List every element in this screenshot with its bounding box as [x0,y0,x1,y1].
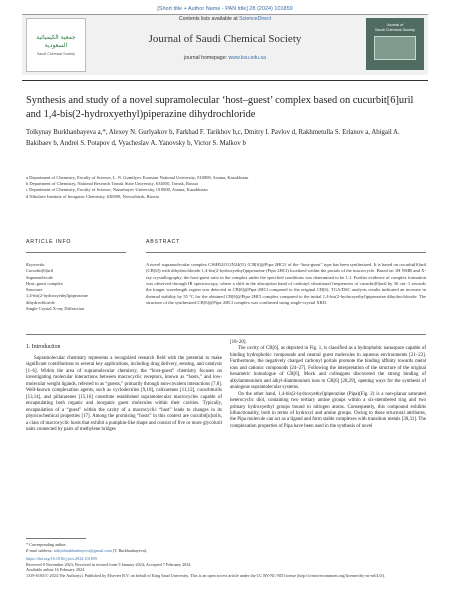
email-label: E-mail address: [26,547,54,553]
logo-english: Saudi Chemical Society [37,51,75,56]
corresponding-note: * Corresponding author. [26,542,67,547]
keywords-label: Keywords: [26,262,46,267]
journal-name: Journal of Saudi Chemical Society [148,33,302,45]
header-rule [22,80,428,81]
intro-left-column: Supramolecular chemistry represents a recognized research field with the potential to make significant contributions to several key applications, including drug delivery, sensing, and catalysis [1–6]. Within the area of supramolecular chemistry, the “host-guest” chemistry focuses on investigating molecular interactions between macrocyclic receptors, known as “hosts,” and low-molecular weight ligands, referred to as “guests,” primarily through non-covalent interactions [7,8]. Well-known complexation agents, such as cyclodextrins [9,10], calixarenes [11,12], cucurbiturils [13,14], and pillararenes [15,16] constitute established supramolecular macrocycles capable of encapsulating both organic and inorganic guest molecules within their cavities. Typically, encapsulation of a “guest” within the cavity of a macrocyclic “host” leads to changes in its physicochemical properties [17]. Among the promising “hosts” in this context are cucurbit[n]urils, a class of macrocyclic hosts that exhibit a pumpkin-like shape and consist of five or more glycoluril units connected by pairs of methylene bridges [26,356,222,432]
cover-art [374,36,416,60]
affiliation-a: a Department of Chemistry, Faculty of Science, L. N. Gumilyov Eurasian National University, 010008, Astana, Kazakhstan [26,175,249,180]
keyword-item: dihydrochloride [26,299,55,305]
logo-arabic-line2: السعودية [44,41,68,49]
introduction-heading: 1. Introduction [26,344,61,350]
keyword-item: Supramolecule [26,274,53,280]
footnote-rule [26,538,86,539]
keyword-item: Structure [26,287,43,293]
logo-arabic-line1: جمعية الكيميائية [36,34,76,42]
keyword-item: 1,4-bis(2-hydroxyethyl)piperazine [26,293,88,299]
email-link[interactable]: tolkynburkhanbayeva@gmail.com [53,547,112,553]
contents-prefix: Contents lists available at [178,16,240,22]
doi-link[interactable]: https://doi.org/10.1016/j.jscs.2024.101859 [26,556,97,562]
footnotes [26,542,426,579]
affiliation-b: b Department of Chemistry, National Research Tomsk State University, 634050, Tomsk, Russia [26,181,198,187]
intro-right-para2: On the other hand, 1,4-bis(2-hydroxyethyl)piperazine (Pipa)(Fig. 2) is a non-planar saturated heterocyclic diol, containing two tertiary amine groups within a six-membered ring and two primary hydroxyethyl groups bound to nitrogen atoms. Consequently, this compound exhibits bifunctionality, both in terms of hydroxyl and amine groups. Owing to these structural attributes, the Pipa molecule can act as a ligand and form stable complexes with transition metals [30,31]. The complexation properties of Pipa have been used in the synthesis of novel [230,391,426,429]
abstract-text: A novel supramolecular complex C36H52O12N24(O) {CB[6]@Pipa·2HCl} of the “host-guest” type has been synthesized. It is based on cucurbit[6]uril (CB[6]) with dihydrochloride 1,4-bis(2-hydroxyethyl)piperazine (Pipa·2HCl) localized within the portals of the macrocycle. Based on 1H NMR and X-ray crystallography, the host-guest ratio in the complex under the specified conditions was determined to be 1:1. Further evidence of complex formation was observed through IR spectroscopy, where a shift in the absorption band of carbonyl vibrational frequencies of cucurbit[6]uril by 36 cm−1 towards the longer wavelength region was detected in CB[6]@Pipa·2HCl compared to the original CB[6]. TGA/DSC analysis results indicated an increase in thermal stability by 55 °C for the obtained CB[6]@Pipa·2HCl complex compared to the initial 1,4-bis(2-hydroxyethyl)piperazine dihydrochloride. The structure of the synthesized CB[6]@Pipa·2HCl complex was confirmed using single-crystal XRD. [146,262,426,306]
homepage-link[interactable]: www.ksu.edu.sa [228,55,266,61]
abstract-bottom-rule [26,334,426,335]
homepage-prefix: journal homepage: [184,55,229,61]
article-info-heading: ARTICLE INFO [26,239,72,245]
affiliation-d: d Nikolaev Institute of Inorganic Chemistry, 630090, Novosibirsk, Russia [26,193,159,199]
abstract-divider [146,252,426,253]
contents-line [90,16,360,22]
affiliation-c: c Department of Chemistry, Faculty of Science, Nazarbayev University, 010000, Astana, Kazakhstan [26,187,208,193]
citation-line[interactable]: [Short title + Author Name - PAN title] 28 (2024) 101859 [157,6,293,12]
email-suffix: (T. Burkhanbayeva). [111,547,148,553]
keyword-item: Cucurbit[6]uril [26,268,54,274]
keywords-block [26,262,122,312]
article-title: Synthesis and study of a novel supramolecular ‘host–guest’ complex based on cucurbit[6]uril and 1,4-bis(2-hydroxyethyl)piperazine dihydrochloride [26,95,414,120]
sciencedirect-link[interactable]: ScienceDirect [239,16,272,22]
homepage-line [90,55,360,61]
intro-right-column [230,340,426,430]
online-date: Available online 16 February 2024 [26,567,85,573]
journal-cover-image [366,18,424,70]
intro-right-para0: [18–20]. [230,340,247,345]
society-logo [26,18,86,72]
intro-right-para1: The cavity of CB[6], as depicted in Fig. 1, is classified as a hydrophobic nanospace capable of binding hydrophobic compounds and neutral guest molecules in aqueous environments [21–23]. Furthermore, the negatively charged carbonyl portals promote the binding affinity towards metal ions and cationic compounds [24–27]. Following the interpretation of the structure of the original hexameric homologue of CB[6], Mock and colleagues discovered the strong binding of alkylammonium and alkyl-diammonium ions to CB[6] [28,29], opening ways for the synthesis of analogous supramolecular systems. [230,346,426,391]
keyword-item: Host–guest complex [26,280,63,286]
abstract-heading: ABSTRACT [146,239,181,245]
cover-title-line2: Saudi Chemical Society [374,27,416,32]
cover-title-line1: Journal of [386,23,404,27]
keyword-item: Single Crystal X-ray Diffraction [26,306,85,312]
info-divider [26,252,126,253]
author-list: Tolkynay Burkhanbayeva a,*, Alexey N. Gurlyakov b, Farkhad F. Tarikhov b,c, Dmitry I. Pavlov d, Rakhmetulla S. Erlanov a, Abigail A. Bakibaev b, Andrei S. Potapov d, Vyacheslav A. Yanovsky b, Victor S. Malkov b [26,129,400,147]
affiliations [26,175,426,200]
license-text: 1319-6103/© 2024 The Author(s). Published by Elsevier B.V. on behalf of King Saud University. This is an open access article under the CC BY-NC-ND license (http://creativecommons.org/licenses/by-nc-nd/4.0/). [26,572,386,578]
received-dates: Received 8 November 2023; Received in revised form 9 January 2024; Accepted 7 February 2024 [26,561,191,567]
